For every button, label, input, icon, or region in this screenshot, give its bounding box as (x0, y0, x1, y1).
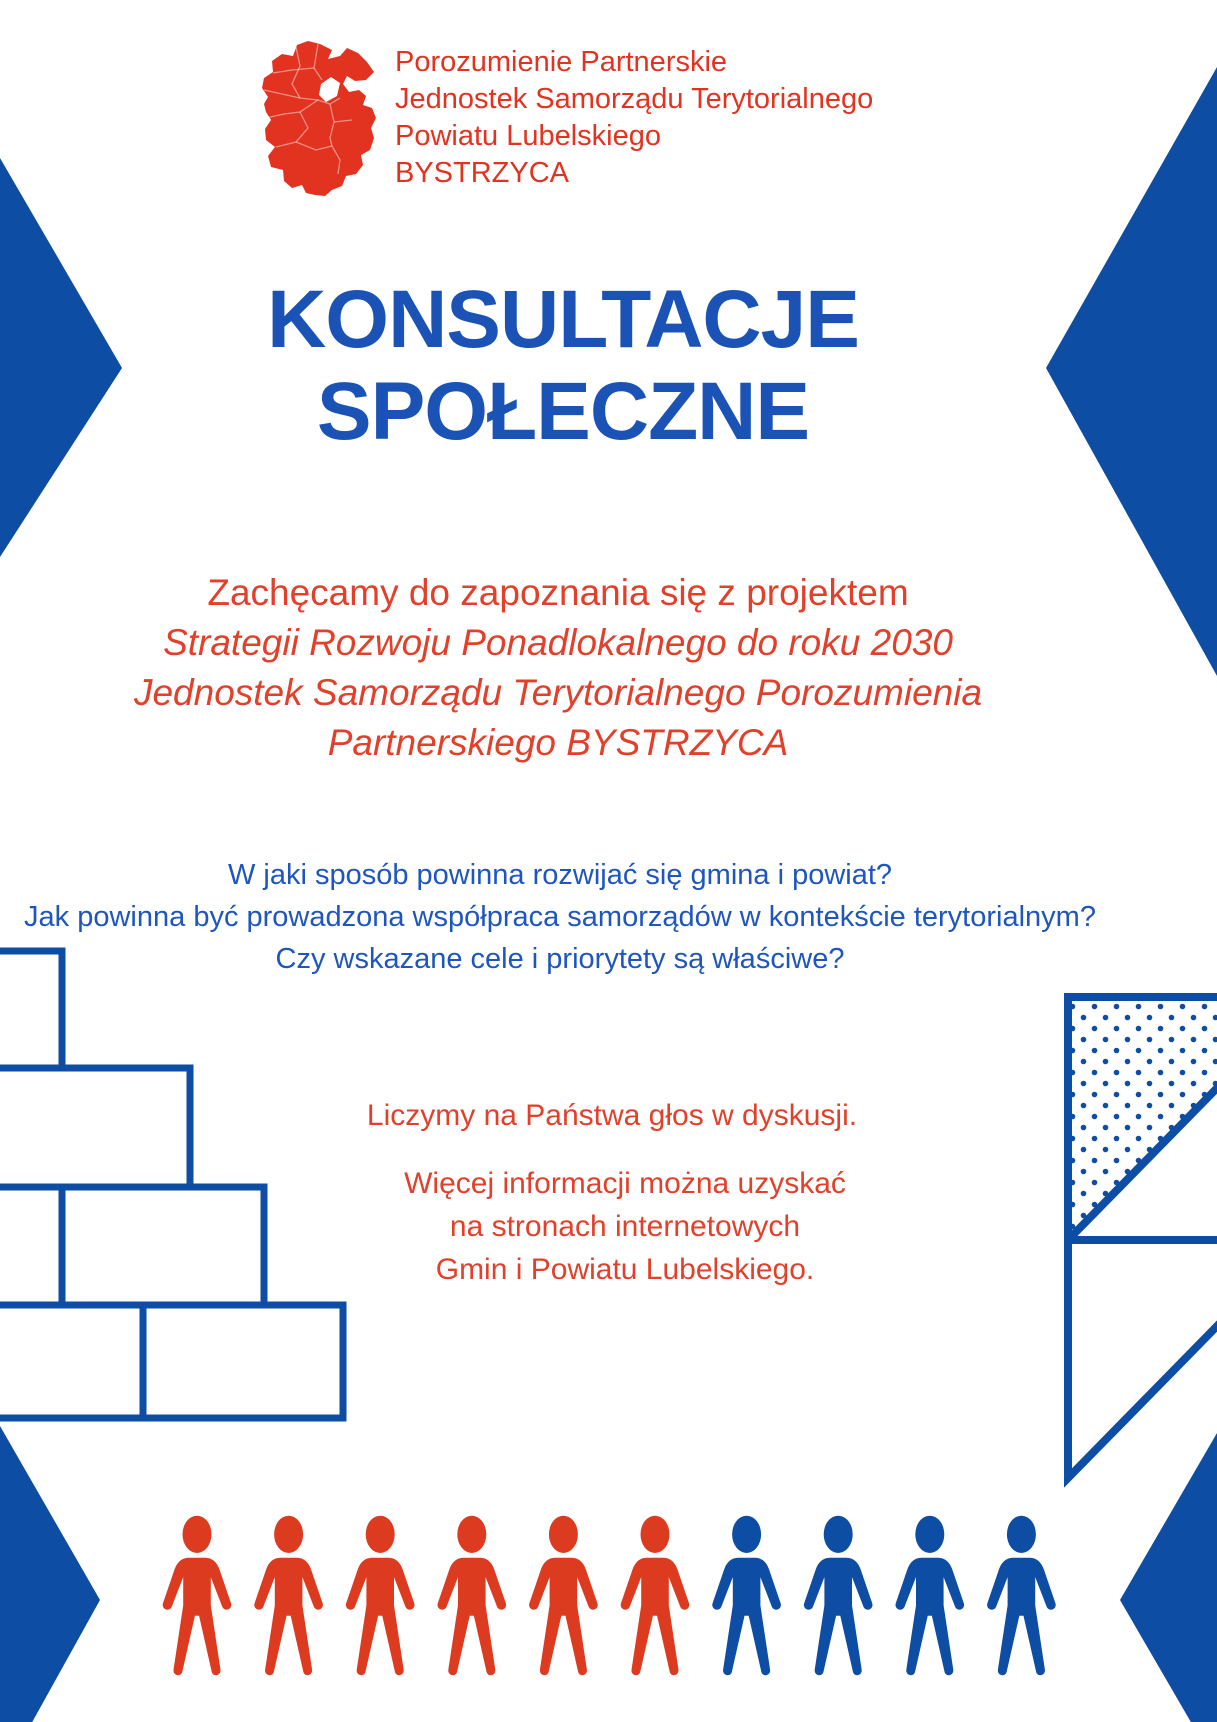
logo-text (395, 44, 873, 192)
diamond-top-right-icon (1046, 67, 1217, 676)
triangle-outline-icon (1068, 1240, 1217, 1478)
more-info-line: Więcej informacji można uzyskać (404, 1167, 846, 1200)
logo-line: Powiatu Lubelskiego (395, 120, 662, 152)
people-row-icon (163, 1516, 1056, 1676)
more-info-line: na stronach internetowych (449, 1210, 801, 1243)
questions-block (3, 854, 1117, 980)
title-line-2: SPOŁECZNE (316, 366, 810, 457)
intro-paragraph (58, 568, 1058, 768)
more-info-line: Gmin i Powiatu Lubelskiego. (435, 1253, 815, 1286)
intro-line-italic: Jednostek Samorządu Terytorialnego Porozumienia (133, 672, 983, 713)
logo-line: Porozumienie Partnerskie (395, 46, 728, 78)
intro-line-italic: Partnerskiego BYSTRZYCA (327, 722, 789, 763)
question-line: W jaki sposób powinna rozwijać się gmina i powiat? (227, 859, 893, 891)
logo-line: Jednostek Samorządu Terytorialnego (395, 83, 874, 115)
county-map-logo-icon (262, 41, 376, 196)
intro-line: Zachęcamy do zapoznania się z projektem (207, 572, 909, 613)
more-info-block (275, 1162, 975, 1291)
diamond-bottom-right-icon (1120, 1433, 1217, 1722)
dotted-triangle-fill (1068, 997, 1217, 1240)
question-line: Jak powinna być prowadzona współpraca samorządów w kontekście terytorialnym? (24, 901, 1096, 933)
page-title (63, 274, 1063, 458)
logo-line: BYSTRZYCA (395, 157, 570, 189)
appeal-text: Liczymy na Państwa głos w dyskusji. (366, 1099, 858, 1132)
diamond-bottom-left-icon (0, 1426, 100, 1722)
intro-line-italic: Strategii Rozwoju Ponadlokalnego do roku 2030 (163, 622, 953, 663)
title-line-1: KONSULTACJE (267, 274, 859, 365)
question-line: Czy wskazane cele i priorytety są właściwe? (275, 943, 845, 975)
